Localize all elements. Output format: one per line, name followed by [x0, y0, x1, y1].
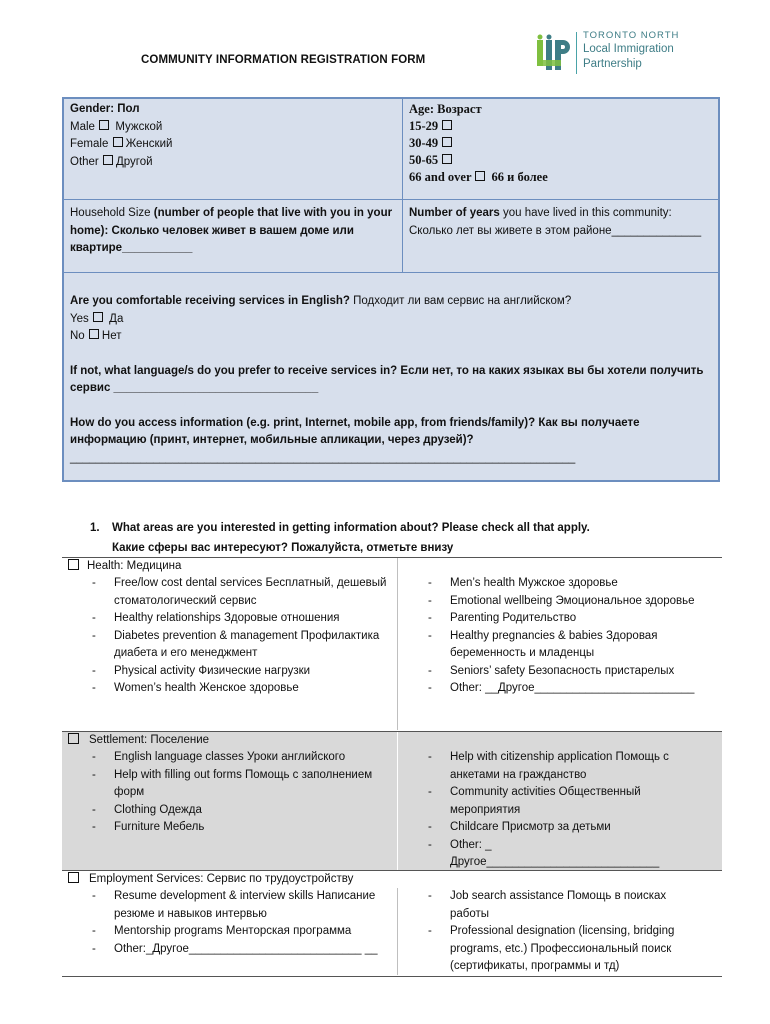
list-item: - Clothing Одежда	[90, 802, 390, 820]
list-item: - Mentorship programs Менторская программа	[90, 923, 390, 941]
checkbox[interactable]	[68, 733, 79, 744]
list-item: - Diabetes prevention & management Профилактика диабета и его менеджмент	[90, 628, 390, 663]
checkbox[interactable]	[93, 312, 103, 322]
list-item: - Resume development & interview skills Написание резюме и навыков интервью	[90, 888, 390, 923]
age-label: Age: Возраст	[409, 102, 482, 116]
list-item: - Parenting Родительство	[426, 610, 702, 628]
list-item: - Men’s health Мужское здоровье	[426, 575, 702, 593]
years-label: Number of years	[409, 207, 500, 219]
checkbox[interactable]	[68, 559, 79, 570]
settlement-left-list	[90, 749, 390, 837]
english-option-yes[interactable]: Yes Да	[70, 312, 124, 325]
gender-option-other[interactable]: Other Другой	[70, 155, 153, 168]
list-item[interactable]: - Other: _ Другое___________________________	[426, 837, 702, 872]
employment-block	[62, 871, 722, 975]
list-item: - Help with filling out forms Помощь с заполнением форм	[90, 767, 390, 802]
english-services-section	[64, 291, 718, 469]
list-item: - Emotional wellbeing Эмоциональное здоровье	[426, 593, 702, 611]
list-item[interactable]: - Other:_Другое___________________________ __	[90, 941, 390, 959]
list-item: - Help with citizenship application Помощь с анкетами на гражданство	[426, 749, 702, 784]
checkbox[interactable]	[442, 120, 452, 130]
checkbox[interactable]	[442, 137, 452, 147]
checkbox[interactable]	[113, 137, 123, 147]
table-divider	[64, 272, 718, 273]
question-number: 1.	[90, 522, 100, 534]
preferred-language-question[interactable]: If not, what language/s do you prefer to receive services in? Если нет, то на каких языках вы бы хотели получить сервис ________________________________	[70, 364, 704, 394]
logo-line-2: Local Immigration	[583, 43, 674, 55]
list-item: - Furniture Мебель	[90, 819, 390, 837]
health-block	[62, 558, 722, 730]
gender-cell	[64, 99, 402, 173]
health-option[interactable]	[68, 558, 181, 576]
logo-line-3: Partnership	[583, 58, 642, 70]
health-right-list	[426, 575, 702, 698]
list-item: - Physical activity Физические нагрузки	[90, 663, 390, 681]
list-item: - Women’s health Женское здоровье	[90, 680, 390, 698]
logo-divider	[576, 32, 577, 74]
employment-heading: Employment Services: Сервис по трудоустройству	[89, 873, 354, 885]
employment-left-list	[90, 888, 390, 958]
household-question: (number of people that live with you in your home): Сколько человек живет в вашем доме или квартире___________	[70, 207, 393, 254]
list-item: - Community activities Общественный мероприятия	[426, 784, 702, 819]
form-title: COMMUNITY INFORMATION REGISTRATION FORM	[141, 54, 426, 66]
logo-line-1: TORONTO NORTH	[583, 30, 680, 41]
checkbox[interactable]	[442, 154, 452, 164]
employment-option[interactable]	[68, 871, 353, 889]
employment-right-list	[426, 888, 702, 976]
checkbox[interactable]	[99, 120, 109, 130]
settlement-option[interactable]	[68, 732, 209, 750]
list-item: - Childcare Присмотр за детьми	[426, 819, 702, 837]
years-label-rest: you have lived in this community:	[499, 207, 672, 219]
column-divider	[397, 888, 398, 975]
english-question-ru: Подходит ли вам сервис на английском?	[349, 295, 572, 307]
list-item: - Professional designation (licensing, bridging programs, etc.) Профессиональный поиск (сертификаты, программы и тд)	[426, 923, 702, 976]
list-item: - English language classes Уроки английского	[90, 749, 390, 767]
question-text: What areas are you interested in getting information about? Please check all that apply.	[112, 522, 590, 534]
list-item: - Seniors’ safety Безопасность пристарелых	[426, 663, 702, 681]
column-divider	[397, 732, 398, 870]
health-heading: Health: Медицина	[87, 560, 182, 572]
health-left-list	[90, 575, 390, 698]
settlement-block	[62, 732, 722, 870]
age-option-30-49[interactable]: 30-49	[409, 135, 712, 152]
checkbox[interactable]	[103, 155, 113, 165]
household-size-field[interactable]	[64, 203, 402, 260]
years-in-community-field[interactable]	[403, 203, 718, 242]
settlement-right-list	[426, 749, 702, 872]
english-option-no[interactable]: No Нет	[70, 330, 122, 342]
years-ru: Сколько лет вы живете в этом районе______________	[409, 224, 702, 237]
list-item: - Free/low cost dental services Бесплатный, дешевый стоматологический сервис	[90, 575, 390, 610]
gender-option-female[interactable]: Female Женский	[70, 138, 173, 150]
list-item: - Healthy relationships Здоровые отношения	[90, 610, 390, 628]
household-label: Household Size	[70, 207, 154, 219]
list-item: - Healthy pregnancies & babies Здоровая беременность и младенцы	[426, 628, 702, 663]
age-cell	[403, 99, 718, 188]
checkbox[interactable]	[68, 872, 79, 883]
settlement-heading: Settlement: Поселение	[89, 734, 210, 746]
information-access-answer-line[interactable]: _______________________________________________________________________________	[70, 451, 576, 464]
demographics-table	[62, 97, 720, 482]
gender-label: Gender: Пол	[70, 103, 140, 115]
age-option-50-65[interactable]: 50-65	[409, 152, 712, 169]
checkbox[interactable]	[475, 171, 485, 181]
section-rule	[62, 976, 722, 977]
lip-logo-icon	[535, 34, 571, 72]
table-divider	[64, 199, 718, 200]
age-option-66-over[interactable]: 66 and over 66 и более	[409, 170, 548, 184]
list-item: - Job search assistance Помощь в поисках работы	[426, 888, 702, 923]
question-text-ru: Какие сферы вас интересуют? Пожалуйста, отметьте внизу	[112, 542, 454, 554]
checkbox[interactable]	[89, 329, 99, 339]
list-item[interactable]: - Other: __Другое_________________________	[426, 680, 702, 698]
question-1	[90, 518, 590, 558]
english-question: Are you comfortable receiving services in English?	[70, 295, 350, 307]
organization-logo	[535, 30, 695, 78]
column-divider	[397, 558, 398, 730]
age-option-15-29[interactable]: 15-29	[409, 118, 712, 135]
information-access-question: How do you access information (e.g. print, Internet, mobile app, from friends/family)? Как вы получаете информацию (принт, интернет, мобильные апликации, через друзей)?	[70, 416, 640, 446]
gender-option-male[interactable]: Male Мужской	[70, 120, 163, 133]
